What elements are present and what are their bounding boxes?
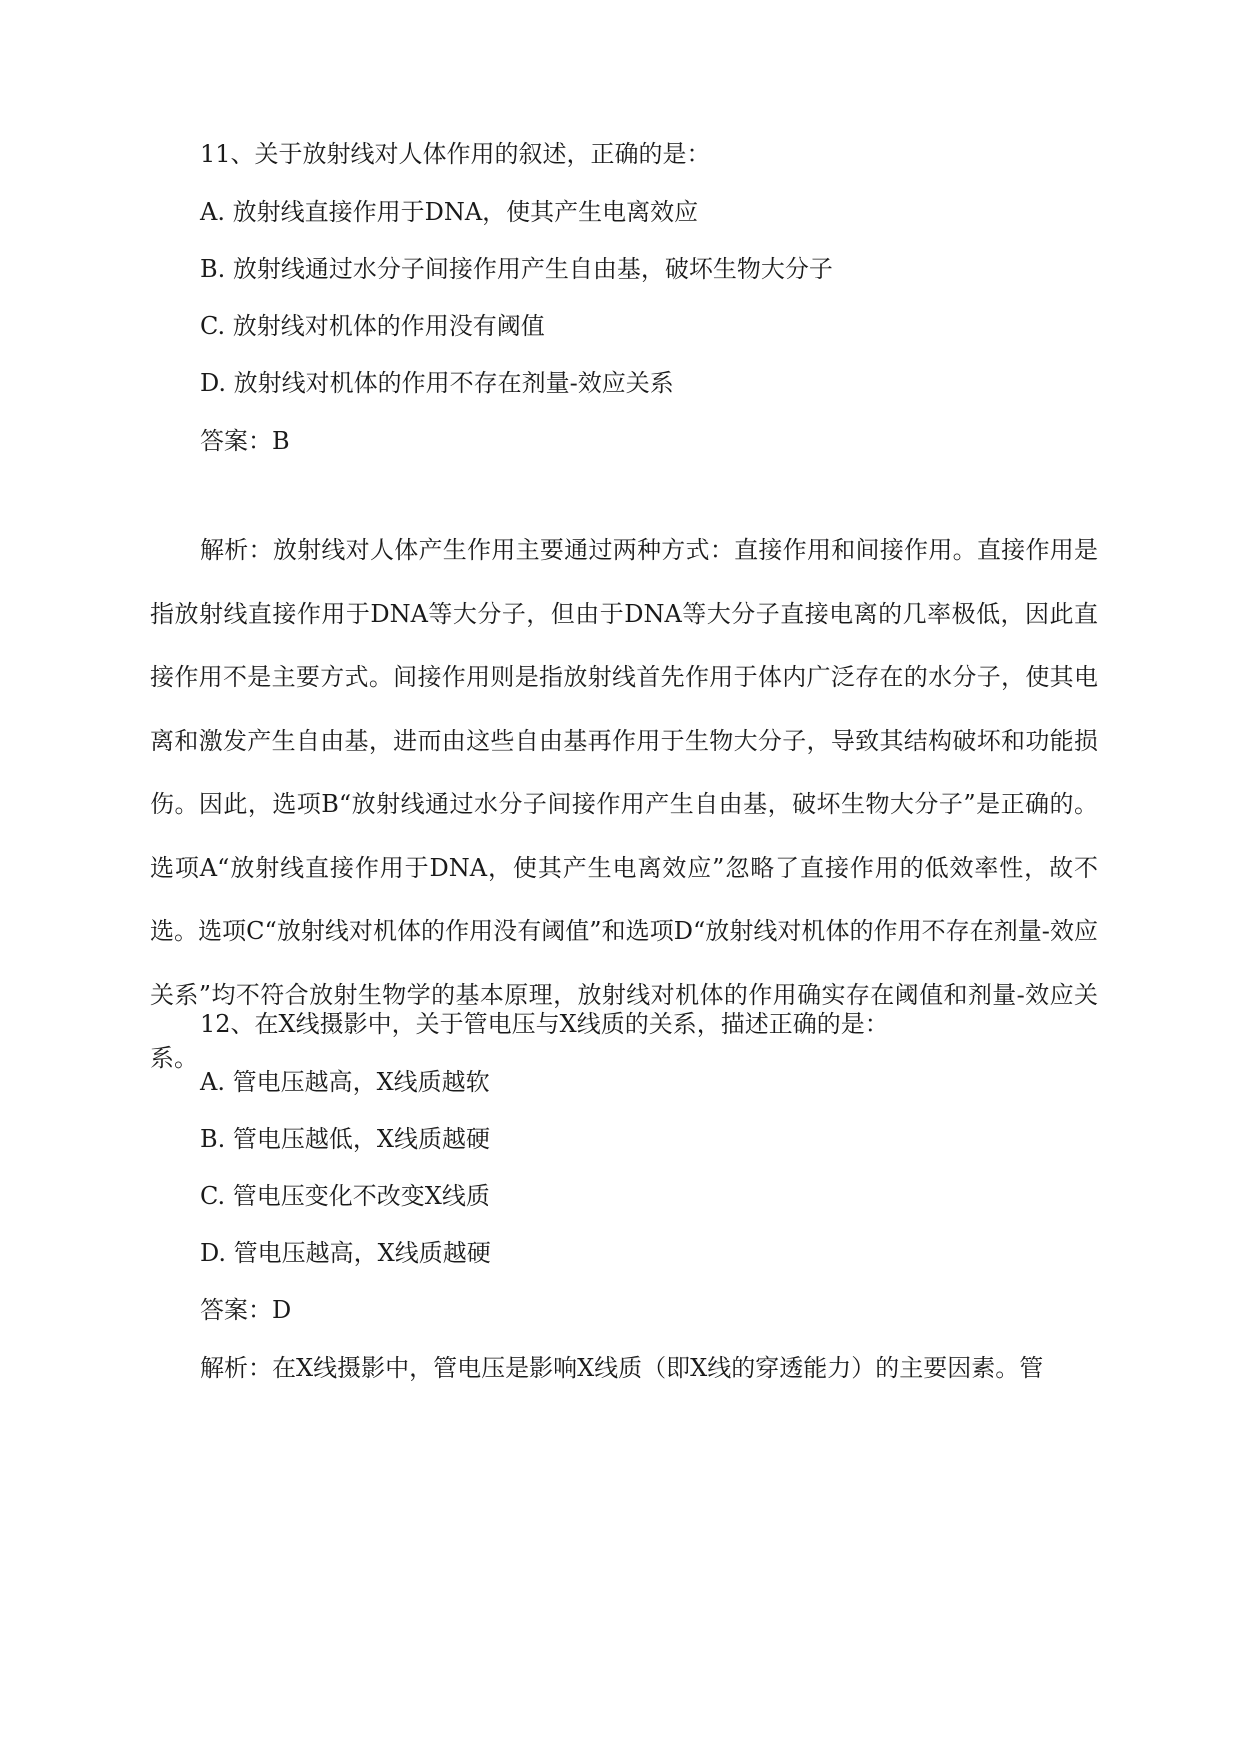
question-11-answer: 答案：B xyxy=(200,427,290,455)
question-12-option-a: A. 管电压越高，X线质越软 xyxy=(200,1068,490,1096)
question-12-option-d: D. 管电压越高，X线质越硬 xyxy=(200,1239,491,1267)
question-12-option-c: C. 管电压变化不改变X线质 xyxy=(200,1182,490,1210)
question-11-option-b: B. 放射线通过水分子间接作用产生自由基，破坏生物大分子 xyxy=(200,255,833,283)
question-11-stem: 11、关于放射线对人体作用的叙述，正确的是： xyxy=(200,140,711,168)
question-12-answer: 答案：D xyxy=(200,1296,292,1324)
question-12-option-b: B. 管电压越低，X线质越硬 xyxy=(200,1125,490,1153)
question-11-option-c: C. 放射线对机体的作用没有阈值 xyxy=(200,312,545,340)
question-12-analysis: 解析：在X线摄影中，管电压是影响X线质（即X线的穿透能力）的主要因素。管 xyxy=(200,1354,1044,1382)
question-12-stem: 12、在X线摄影中，关于管电压与X线质的关系，描述正确的是： xyxy=(200,1010,889,1038)
question-11-analysis: 解析：放射线对人体产生作用主要通过两种方式：直接作用和间接作用。直接作用是指放射线直接作用于DNA等大分子，但由于DNA等大分子直接电离的几率极低，因此直接作用不是主要方式。间接作用则是指放射线首先作用于体内广泛存在的水分子，使其电离和激发产生自由基，进而由这些自由基再作用于生物大分子，导致其结构破坏和功能损伤。因此，选项B“放射线通过水分子间接作用产生自由基，破坏生物大分子”是正确的。选项A“放射线直接作用于DNA，使其产生电离效应”忽略了直接作用的低效率性，故不选。选项C“放射线对机体的作用没有阈值”和选项D“放射线对机体的作用不存在剂量-效应关系”均不符合放射生物学的基本原理，放射线对机体的作用确实存在阈值和剂量-效应关系。 xyxy=(150,536,1098,1072)
question-11-option-d: D. 放射线对机体的作用不存在剂量-效应关系 xyxy=(200,369,674,397)
question-11-option-a: A. 放射线直接作用于DNA，使其产生电离效应 xyxy=(200,198,699,226)
